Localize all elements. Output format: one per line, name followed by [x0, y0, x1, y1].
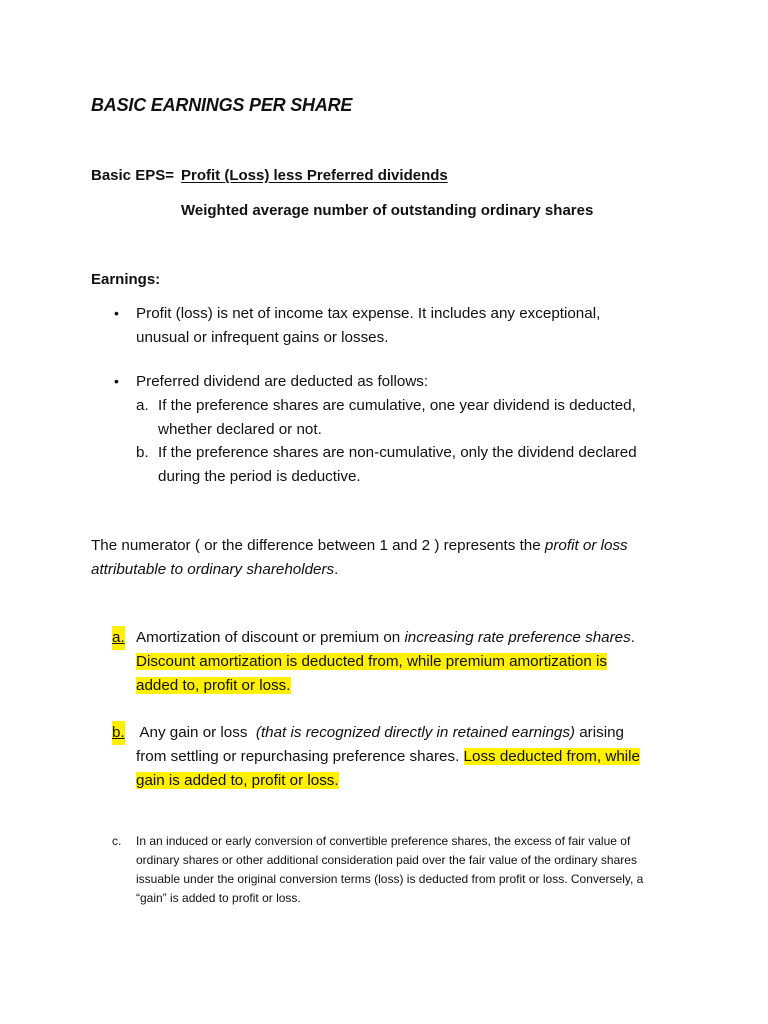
adjustment-b-line-2: [136, 745, 640, 769]
adjustment-c-line-1: In an induced or early conversion of convertible preference shares, the excess of fair value of: [136, 834, 631, 848]
adjustment-c-line-4: “gain” is added to profit or loss.: [136, 891, 301, 905]
sub-item-a-marker: a.: [136, 397, 149, 414]
adjustment-b-highlight-2: gain is added to, profit or loss.: [136, 772, 339, 789]
adjustment-b-italic: (that is recognized directly in retained earnings): [255, 724, 575, 741]
sub-item-a-line-2: whether declared or not.: [158, 421, 322, 438]
adjustment-a-highlight-2: added to, profit or loss.: [136, 677, 291, 694]
adjustment-a-line-2: [136, 650, 607, 674]
sub-item-b-marker: b.: [136, 444, 149, 461]
formula-numerator: Profit (Loss) less Preferred dividends: [181, 167, 448, 184]
numerator-note-line-2: [91, 558, 338, 582]
formula-label: Basic EPS=: [91, 167, 174, 184]
adjustment-b-text-end: arising: [575, 724, 624, 741]
bullet-1-line-2: unusual or infrequent gains or losses.: [136, 329, 389, 346]
adjustment-a-marker: a.: [112, 626, 125, 650]
sub-item-a-line-1: If the preference shares are cumulative, one year dividend is deducted,: [158, 397, 636, 414]
adjustment-b-line-3: [136, 769, 339, 793]
formula-denominator: Weighted average number of outstanding ordinary shares: [181, 202, 594, 219]
adjustment-c-line-2: ordinary shares or other additional consideration paid over the fair value of the ordinary shares: [136, 853, 637, 867]
sub-item-b-line-1: If the preference shares are non-cumulative, only the dividend declared: [158, 444, 637, 461]
adjustment-a-period: .: [630, 629, 635, 646]
adjustment-a-line-3: [136, 674, 291, 698]
numerator-note-text: The numerator ( or the difference between 1 and 2 ) represents the: [91, 537, 545, 554]
page-title: BASIC EARNINGS PER SHARE: [91, 95, 353, 115]
numerator-note-period: .: [334, 561, 339, 578]
numerator-note-line-1: [91, 534, 628, 558]
adjustment-b-line-1: [136, 721, 624, 745]
adjustment-b-marker: b.: [112, 721, 125, 745]
adjustment-c-marker: c.: [112, 834, 122, 848]
bullet-dot-icon: •: [114, 305, 119, 321]
numerator-note-italic: profit or loss: [544, 537, 628, 554]
adjustment-a-italic: increasing rate preference shares: [404, 629, 631, 646]
adjustment-b-text-2: from settling or repurchasing preference shares.: [136, 748, 464, 765]
bullet-1-line-1: Profit (loss) is net of income tax expense. It includes any exceptional,: [136, 305, 601, 322]
adjustment-a-line-1: [136, 626, 635, 650]
earnings-heading: Earnings:: [91, 271, 161, 288]
adjustment-b-text: Any gain or loss: [136, 724, 256, 741]
numerator-note-italic-2: attributable to ordinary shareholders: [91, 561, 335, 578]
adjustment-b-highlight-1: Loss deducted from, while: [463, 748, 640, 765]
adjustment-c-line-3: issuable under the original conversion terms (loss) is deducted from profit or loss. Conversely, a: [136, 872, 644, 886]
adjustment-a-text: Amortization of discount or premium on: [136, 629, 405, 646]
sub-item-b-line-2: during the period is deductive.: [158, 468, 361, 485]
adjustment-a-highlight-1: Discount amortization is deducted from, while premium amortization is: [136, 653, 607, 670]
bullet-2-line-1: Preferred dividend are deducted as follows:: [136, 373, 429, 390]
bullet-dot-icon: •: [114, 373, 119, 389]
